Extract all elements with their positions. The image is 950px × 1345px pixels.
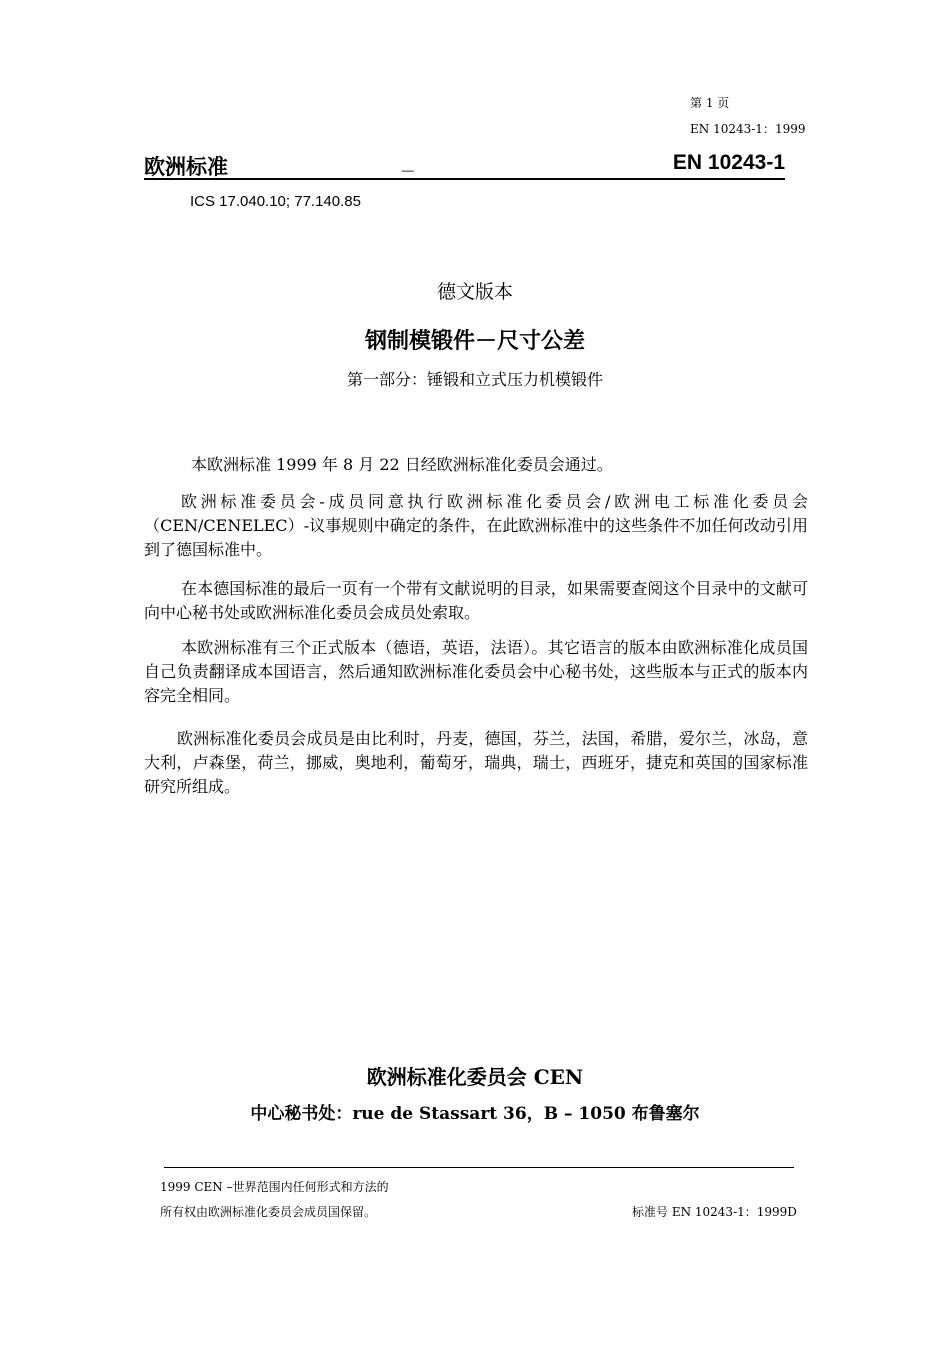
ics-codes: ICS 17.040.10; 77.140.85 [190,193,361,210]
standard-code: EN 10243-1 [672,151,785,174]
footer-divider [164,1167,794,1168]
paragraph-conditions: 欧洲标准委员会-成员同意执行欧洲标准化委员会/欧洲电工标准化委员会（CEN/CENELEC）-议事规则中确定的条件，在此欧洲标准中的这些条件不加任何改动引用到了德国标准中。 [144,492,808,559]
header-title: 欧洲标准 [144,155,228,179]
standard-reference: EN 10243-1：1999 [690,122,806,136]
copyright-line-2: 所有权由欧洲标准化委员会成员国保留。 [160,1205,377,1219]
document-header [144,151,785,180]
paragraph-members: 欧洲标准化委员会成员是由比利时，丹麦，德国，芬兰，法国，希腊，爱尔兰，冰岛，意大利，卢森堡，荷兰，挪威，奥地利，葡萄牙，瑞典，瑞士，西班牙，捷克和英国的国家标准研究所组成。 [144,729,808,796]
paragraph-versions: 本欧洲标准有三个正式版本（德语，英语，法语）。其它语言的版本由欧洲标准化成员国自己负责翻译成本国语言，然后通知欧洲标准化委员会中心秘书处，这些版本与正式的版本内容完全相同。 [144,638,808,705]
page-number: 第 1 页 [690,96,730,110]
paragraph-approval: 本欧洲标准 1999 年 8 月 22 日经欧洲标准化委员会通过。 [191,455,613,474]
version-label: 德文版本 [436,281,513,303]
standard-number: 标准号 EN 10243-1：1999D [632,1205,797,1219]
secretariat-address: 中心秘书处：rue de Stassart 36，B – 1050 布鲁塞尔 [250,1104,700,1124]
document-subtitle: 第一部分：锤锻和立式压力机模锻件 [346,370,603,389]
paragraph-references: 在本德国标准的最后一页有一个带有文献说明的目录，如果需要查阅这个目录中的文献可向中心秘书处或欧洲标准化委员会成员处索取。 [144,579,808,622]
document-title: 钢制模锻件－尺寸公差 [364,328,585,354]
copyright-line-1: 1999 CEN –世界范围内任何形式和方法的 [160,1180,389,1194]
header-underscore: _ [402,151,414,174]
organization-name: 欧洲标准化委员会 CEN [366,1065,584,1089]
